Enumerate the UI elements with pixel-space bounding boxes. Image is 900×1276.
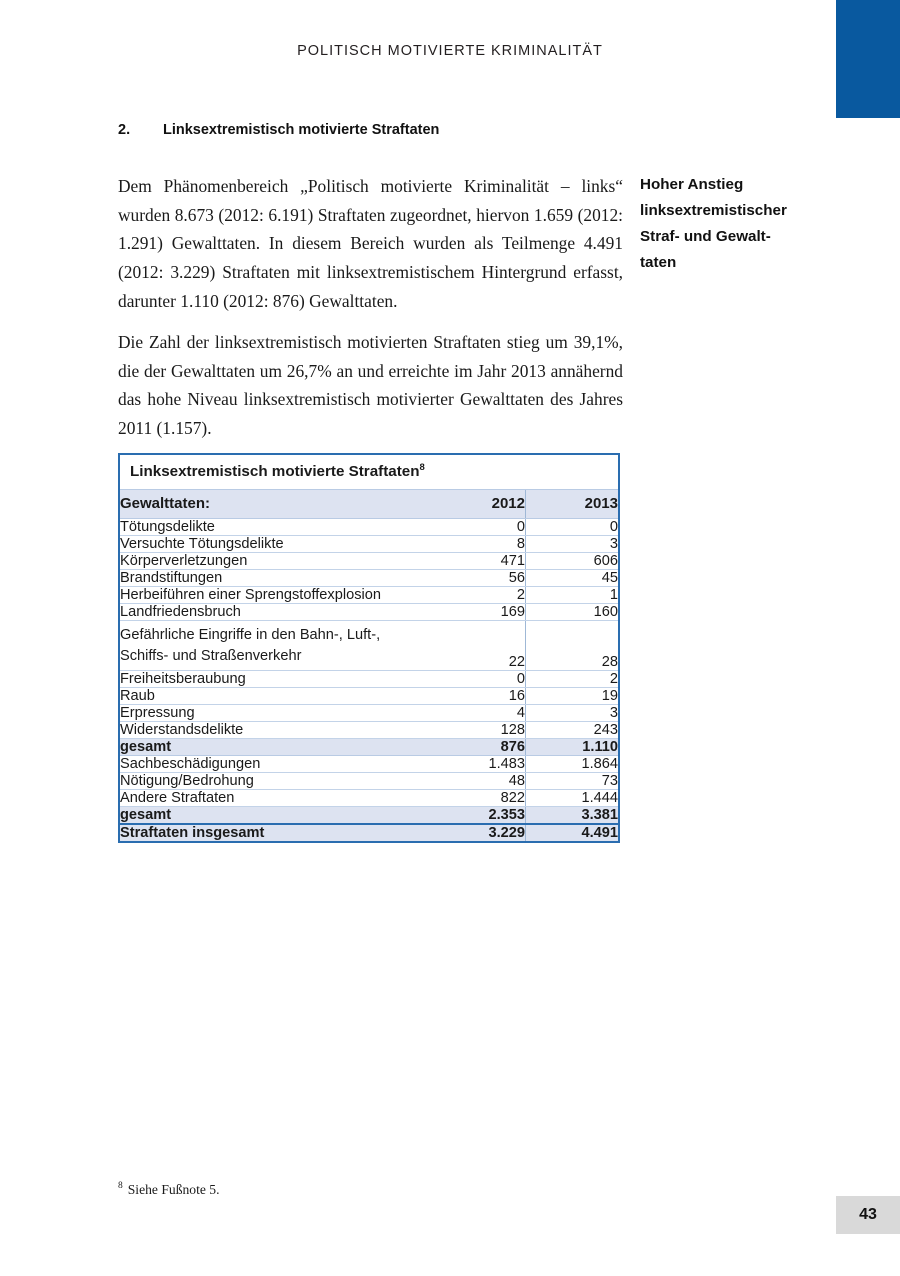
row-value-2013: 45 [526,570,619,587]
row-value-2013: 0 [526,519,619,536]
table-row [120,570,618,587]
row-value-2013: 3 [526,705,619,722]
margin-note [640,172,830,276]
page-number: 43 [836,1196,900,1234]
row-label: Gefährliche Eingriffe in den Bahn-, Luft-, Schiffs- und Straßenverkehr [120,621,417,671]
row-value-2012: 0 [417,519,526,536]
row-value-2012: 471 [417,553,526,570]
row-label: Tötungsdelikte [120,519,417,536]
table-row [120,756,618,773]
row-value-2013: 1.110 [526,739,619,756]
table-header-row [120,490,618,519]
row-label: Andere Straftaten [120,790,417,807]
row-value-2013: 243 [526,722,619,739]
header-label-cell: Gewalttaten: [120,490,417,519]
table-title-cell [120,455,618,490]
row-value-2012: 2.353 [417,807,526,825]
table-row [120,671,618,688]
margin-note-line: taten [640,254,677,271]
row-value-2012: 169 [417,604,526,621]
margin-note-line: Straf- und Gewalt- [640,228,771,245]
section-heading [118,122,638,138]
table-row [120,688,618,705]
row-value-2013: 28 [526,621,619,671]
row-value-2012: 56 [417,570,526,587]
table-row [120,722,618,739]
statistics-table [118,453,620,843]
row-value-2013: 1.864 [526,756,619,773]
row-label: gesamt [120,807,417,825]
row-value-2012: 876 [417,739,526,756]
table-row [120,621,618,671]
table-row [120,790,618,807]
row-label: Versuchte Tötungsdelikte [120,536,417,553]
row-label: Sachbeschädigungen [120,756,417,773]
row-value-2012: 16 [417,688,526,705]
table-row [120,519,618,536]
table-title-text: Linksextremistisch motivierte Straftaten [130,463,420,480]
row-label: Nötigung/Bedrohung [120,773,417,790]
footnote-text: Siehe Fußnote 5. [127,1182,220,1197]
row-value-2012: 8 [417,536,526,553]
row-value-2013: 1.444 [526,790,619,807]
row-value-2012: 22 [417,621,526,671]
row-value-2013: 4.491 [526,824,619,841]
decorative-corner-block [836,0,900,118]
row-label: Freiheitsberaubung [120,671,417,688]
paragraph-trend: Die Zahl der linksextremistisch motivierten Straftaten stieg um 39,1%, die der Gewalttaten um 26,7% an und erreichte im Jahr 2013 annähernd das hohe Niveau linksextremistisch motivierter Gewalttaten des Jahres 2011 (1.157). [118,332,623,439]
table-title-footnote-marker: 8 [419,461,425,473]
row-value-2013: 3.381 [526,807,619,825]
row-value-2013: 160 [526,604,619,621]
row-label: Herbeiführen einer Sprengstoffexplosion [120,587,417,604]
row-label: Widerstandsdelikte [120,722,417,739]
row-label: Körperverletzungen [120,553,417,570]
row-value-2013: 19 [526,688,619,705]
table-row [120,705,618,722]
row-value-2013: 606 [526,553,619,570]
row-label: Raub [120,688,417,705]
table-row [120,553,618,570]
table-row [120,807,618,825]
row-label: Brandstiftungen [120,570,417,587]
row-value-2012: 1.483 [417,756,526,773]
table-title-row [120,455,618,490]
row-value-2013: 3 [526,536,619,553]
section-title: Linksextremistisch motivierte Straftaten [163,122,440,138]
section-number: 2. [118,122,131,138]
row-value-2012: 2 [417,587,526,604]
margin-note-line: linksextremistischer [640,202,787,219]
row-label: gesamt [120,739,417,756]
table-row [120,604,618,621]
row-value-2012: 3.229 [417,824,526,841]
footnote [118,1182,618,1198]
footnote-marker: 8 [118,1181,123,1192]
header-2013-cell: 2013 [526,490,619,519]
row-value-2013: 1 [526,587,619,604]
table-row [120,536,618,553]
row-value-2013: 2 [526,671,619,688]
header-2012-cell: 2012 [417,490,526,519]
row-value-2012: 4 [417,705,526,722]
row-value-2012: 822 [417,790,526,807]
row-label: Straftaten insgesamt [120,824,417,841]
row-value-2012: 48 [417,773,526,790]
table-row [120,773,618,790]
row-value-2012: 128 [417,722,526,739]
running-header: POLITISCH MOTIVIERTE KRIMINALITÄT [297,43,603,59]
row-label: Landfriedensbruch [120,604,417,621]
paragraph-overview: Dem Phänomenbereich „Politisch motivierte Kriminalität – links“ wurden 8.673 (2012: 6.191) Straftaten zugeordnet, hiervon 1.659 (2012: 1.291) Gewalttaten. In diesem Bereich wurden als Teilmenge 4.491 (2012: 3.229) Straftaten mit linksextremistischem Hintergrund erfasst, darunter 1.110 (2012: 876) Gewalttaten. [118,176,623,311]
table-row [120,824,618,841]
table-row [120,587,618,604]
margin-note-line: Hoher Anstieg [640,176,744,193]
row-label: Erpressung [120,705,417,722]
row-value-2012: 0 [417,671,526,688]
row-value-2013: 73 [526,773,619,790]
table-row [120,739,618,756]
